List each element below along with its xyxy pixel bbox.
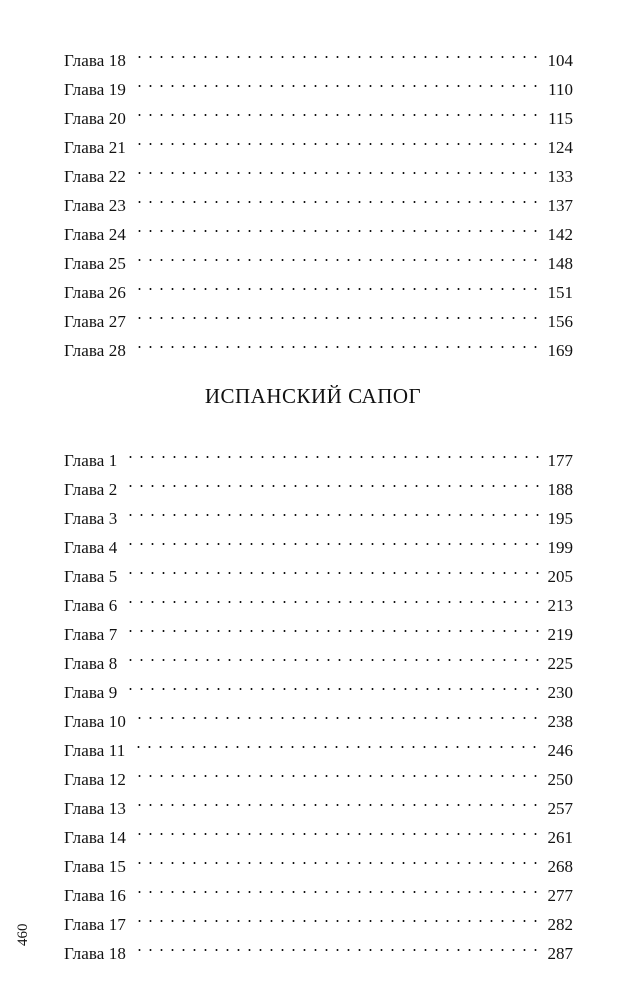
- toc-entry: [64, 95, 573, 128]
- toc-entry: [64, 124, 573, 157]
- toc-entry: [64, 698, 573, 731]
- toc-entry-page: 257: [547, 799, 573, 818]
- toc-leader-dots: [123, 437, 541, 466]
- toc-entry-page: 261: [547, 828, 573, 847]
- toc-entry-label: Глава 23: [64, 196, 126, 215]
- toc-entry: [64, 495, 573, 528]
- toc-leader-dots: [123, 495, 541, 524]
- toc-entry: [64, 182, 573, 215]
- toc-leader-dots: [123, 524, 541, 553]
- toc-entry: [64, 843, 573, 876]
- toc-entry-page: 225: [547, 654, 573, 673]
- toc-entry-page: 246: [547, 741, 573, 760]
- toc-list-ispanskiy-sapog: [64, 437, 573, 963]
- toc-entry: [64, 785, 573, 818]
- toc-entry: [64, 669, 573, 702]
- toc-entry-page: 148: [547, 254, 573, 273]
- toc-entry-page: 110: [548, 80, 573, 99]
- toc-leader-dots: [132, 298, 542, 327]
- toc-entry-label: Глава 19: [64, 80, 126, 99]
- toc-entry-page: 250: [547, 770, 573, 789]
- toc-entry-label: Глава 17: [64, 915, 126, 934]
- toc-entry-label: Глава 5: [64, 567, 118, 586]
- toc-leader-dots: [132, 327, 542, 356]
- toc-leader-dots: [123, 466, 541, 495]
- toc-entry-page: 142: [547, 225, 573, 244]
- toc-entry: [64, 756, 573, 789]
- toc-list-previous-section: [64, 37, 573, 360]
- toc-leader-dots: [132, 153, 542, 182]
- toc-entry: [64, 930, 573, 963]
- toc-entry-page: 205: [547, 567, 573, 586]
- toc-entry-label: Глава 14: [64, 828, 126, 847]
- toc-entry: [64, 814, 573, 847]
- toc-entry-page: 156: [547, 312, 573, 331]
- toc-leader-dots: [132, 269, 542, 298]
- toc-leader-dots: [132, 901, 542, 930]
- toc-leader-dots: [123, 611, 541, 640]
- toc-entry: [64, 211, 573, 244]
- toc-entry: [64, 640, 573, 673]
- toc-entry-label: Глава 2: [64, 480, 118, 499]
- toc-entry-label: Глава 15: [64, 857, 126, 876]
- toc-leader-dots: [132, 814, 542, 843]
- toc-entry: [64, 298, 573, 331]
- toc-entry-label: Глава 22: [64, 167, 126, 186]
- toc-leader-dots: [132, 95, 542, 124]
- toc-entry-label: Глава 18: [64, 944, 126, 963]
- toc-leader-dots: [132, 843, 542, 872]
- toc-leader-dots: [132, 872, 542, 901]
- toc-leader-dots: [132, 211, 542, 240]
- toc-entry: [64, 524, 573, 557]
- toc-entry: [64, 66, 573, 99]
- toc-entry-page: 199: [547, 538, 573, 557]
- toc-entry-label: Глава 21: [64, 138, 126, 157]
- toc-entry-label: Глава 6: [64, 596, 118, 615]
- page-number: 460: [15, 923, 31, 946]
- toc-leader-dots: [132, 698, 542, 727]
- toc-entry-page: 115: [548, 109, 573, 128]
- toc-leader-dots: [123, 640, 541, 669]
- toc-entry-label: Глава 24: [64, 225, 126, 244]
- toc-entry: [64, 872, 573, 905]
- toc-leader-dots: [123, 669, 541, 698]
- toc-entry: [64, 153, 573, 186]
- toc-entry: [64, 901, 573, 934]
- toc-entry: [64, 582, 573, 615]
- toc-leader-dots: [131, 727, 541, 756]
- toc-entry-page: 268: [547, 857, 573, 876]
- toc-entry-page: 169: [547, 341, 573, 360]
- toc-entry-page: 213: [547, 596, 573, 615]
- toc-entry-label: Глава 16: [64, 886, 126, 905]
- toc-leader-dots: [132, 182, 542, 211]
- toc-leader-dots: [132, 240, 542, 269]
- toc-entry-label: Глава 26: [64, 283, 126, 302]
- toc-entry-page: 287: [547, 944, 573, 963]
- toc-entry: [64, 240, 573, 273]
- toc-entry: [64, 327, 573, 360]
- toc-entry: [64, 553, 573, 586]
- toc-entry-label: Глава 4: [64, 538, 118, 557]
- toc-entry-page: 104: [547, 51, 573, 70]
- toc-entry-label: Глава 8: [64, 654, 118, 673]
- toc-entry: [64, 466, 573, 499]
- toc-entry: [64, 269, 573, 302]
- toc-entry-label: Глава 12: [64, 770, 126, 789]
- toc-entry-label: Глава 3: [64, 509, 118, 528]
- toc-entry-page: 137: [547, 196, 573, 215]
- toc-leader-dots: [132, 756, 542, 785]
- toc-entry-label: Глава 10: [64, 712, 126, 731]
- toc-leader-dots: [123, 553, 541, 582]
- toc-entry-page: 230: [547, 683, 573, 702]
- toc-entry-page: 151: [547, 283, 573, 302]
- toc-entry-page: 282: [547, 915, 573, 934]
- toc-entry-page: 124: [547, 138, 573, 157]
- toc-entry-page: 277: [547, 886, 573, 905]
- toc-leader-dots: [123, 582, 541, 611]
- toc-leader-dots: [132, 785, 542, 814]
- toc-entry: [64, 727, 573, 760]
- toc-entry: [64, 611, 573, 644]
- toc-entry-label: Глава 18: [64, 51, 126, 70]
- toc-entry-page: 195: [547, 509, 573, 528]
- toc-entry-page: 188: [547, 480, 573, 499]
- toc-entry: [64, 37, 573, 70]
- toc-entry-page: 219: [547, 625, 573, 644]
- toc-entry-label: Глава 11: [64, 741, 126, 760]
- section-title: ИСПАНСКИЙ САПОГ: [204, 384, 422, 408]
- toc-entry-label: Глава 20: [64, 109, 126, 128]
- toc-leader-dots: [132, 930, 542, 959]
- toc-entry-label: Глава 28: [64, 341, 126, 360]
- toc-entry-page: 133: [547, 167, 573, 186]
- toc-entry-page: 238: [547, 712, 573, 731]
- toc-entry: [64, 437, 573, 470]
- toc-entry-label: Глава 27: [64, 312, 126, 331]
- toc-leader-dots: [132, 124, 542, 153]
- toc-entry-label: Глава 7: [64, 625, 118, 644]
- toc-entry-page: 177: [547, 451, 573, 470]
- toc-entry-label: Глава 1: [64, 451, 118, 470]
- toc-leader-dots: [132, 66, 542, 95]
- toc-entry-label: Глава 13: [64, 799, 126, 818]
- toc-leader-dots: [132, 37, 542, 66]
- toc-entry-label: Глава 9: [64, 683, 118, 702]
- toc-entry-label: Глава 25: [64, 254, 126, 273]
